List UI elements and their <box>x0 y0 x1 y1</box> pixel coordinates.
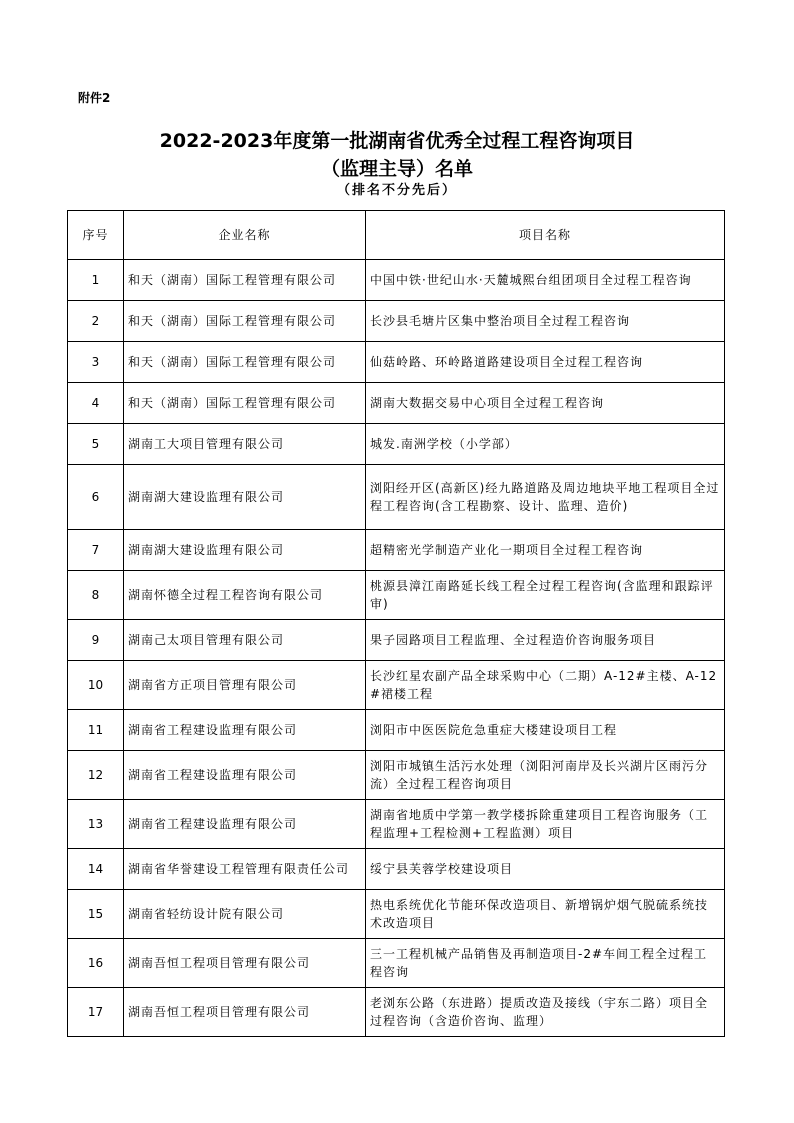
company-name: 湖南己太项目管理有限公司 <box>124 620 366 661</box>
company-name: 湖南工大项目管理有限公司 <box>124 424 366 465</box>
header-project-name: 项目名称 <box>366 211 725 260</box>
table-row <box>68 988 725 1037</box>
row-number: 7 <box>68 530 124 571</box>
header-serial-number: 序号 <box>68 211 124 260</box>
company-name: 和天（湖南）国际工程管理有限公司 <box>124 342 366 383</box>
table-row <box>68 465 725 530</box>
table-row <box>68 530 725 571</box>
project-name: 城发.南洲学校（小学部） <box>366 424 725 465</box>
row-number: 5 <box>68 424 124 465</box>
project-name: 湖南省地质中学第一教学楼拆除重建项目工程咨询服务（工程监理+工程检测+工程监测）项目 <box>366 800 725 849</box>
project-name: 老浏东公路（东进路）提质改造及接线（宇东二路）项目全过程咨询（含造价咨询、监理） <box>366 988 725 1037</box>
row-number: 8 <box>68 571 124 620</box>
project-name: 长沙县毛塘片区集中整治项目全过程工程咨询 <box>366 301 725 342</box>
table-row <box>68 571 725 620</box>
document-title-line1: 2022-2023年度第一批湖南省优秀全过程工程咨询项目 <box>159 130 635 152</box>
table-row <box>68 424 725 465</box>
company-name: 湖南湖大建设监理有限公司 <box>124 465 366 530</box>
company-name: 湖南吾恒工程项目管理有限公司 <box>124 939 366 988</box>
header-company-name: 企业名称 <box>124 211 366 260</box>
row-number: 4 <box>68 383 124 424</box>
project-name: 绥宁县芙蓉学校建设项目 <box>366 849 725 890</box>
project-name: 浏阳经开区(高新区)经九路道路及周边地块平地工程项目全过程工程咨询(含工程勘察、设计、监理、造价) <box>366 465 725 530</box>
attachment-label: 附件2 <box>78 91 111 105</box>
table-row <box>68 800 725 849</box>
project-name: 湖南大数据交易中心项目全过程工程咨询 <box>366 383 725 424</box>
row-number: 17 <box>68 988 124 1037</box>
company-name: 和天（湖南）国际工程管理有限公司 <box>124 301 366 342</box>
table-row <box>68 849 725 890</box>
company-name: 湖南省工程建设监理有限公司 <box>124 800 366 849</box>
row-number: 16 <box>68 939 124 988</box>
company-name: 湖南怀德全过程工程咨询有限公司 <box>124 571 366 620</box>
project-name: 三一工程机械产品销售及再制造项目-2#车间工程全过程工程咨询 <box>366 939 725 988</box>
table-row <box>68 342 725 383</box>
company-name: 湖南省轻纺设计院有限公司 <box>124 890 366 939</box>
project-name: 长沙红星农副产品全球采购中心（二期）A-12#主楼、A-12#裙楼工程 <box>366 661 725 710</box>
table-row <box>68 751 725 800</box>
company-name: 湖南湖大建设监理有限公司 <box>124 530 366 571</box>
table-row <box>68 620 725 661</box>
company-name: 湖南省工程建设监理有限公司 <box>124 710 366 751</box>
company-name: 湖南省华誉建设工程管理有限责任公司 <box>124 849 366 890</box>
row-number: 11 <box>68 710 124 751</box>
project-name: 浏阳市中医医院危急重症大楼建设项目工程 <box>366 710 725 751</box>
project-name: 桃源县漳江南路延长线工程全过程工程咨询(含监理和跟踪评审) <box>366 571 725 620</box>
project-name: 中国中铁·世纪山水·天麓城熙台组团项目全过程工程咨询 <box>366 260 725 301</box>
document-title-line2: （监理主导）名单 <box>320 158 473 180</box>
project-name: 超精密光学制造产业化一期项目全过程工程咨询 <box>366 530 725 571</box>
row-number: 9 <box>68 620 124 661</box>
company-name: 湖南省方正项目管理有限公司 <box>124 661 366 710</box>
row-number: 6 <box>68 465 124 530</box>
table-row <box>68 260 725 301</box>
company-name: 湖南吾恒工程项目管理有限公司 <box>124 988 366 1037</box>
table-row <box>68 661 725 710</box>
row-number: 13 <box>68 800 124 849</box>
table-row <box>68 890 725 939</box>
project-name: 果子园路项目工程监理、全过程造价咨询服务项目 <box>366 620 725 661</box>
company-name: 和天（湖南）国际工程管理有限公司 <box>124 383 366 424</box>
table-row <box>68 710 725 751</box>
project-name: 仙菇岭路、环岭路道路建设项目全过程工程咨询 <box>366 342 725 383</box>
row-number: 15 <box>68 890 124 939</box>
company-name: 和天（湖南）国际工程管理有限公司 <box>124 260 366 301</box>
table-row <box>68 939 725 988</box>
project-list-table <box>67 210 725 1037</box>
company-name: 湖南省工程建设监理有限公司 <box>124 751 366 800</box>
table-row <box>68 383 725 424</box>
table-row <box>68 301 725 342</box>
row-number: 10 <box>68 661 124 710</box>
document-subtitle: （排名不分先后） <box>336 183 457 198</box>
row-number: 2 <box>68 301 124 342</box>
project-name: 浏阳市城镇生活污水处理（浏阳河南岸及长兴湖片区雨污分流）全过程工程咨询项目 <box>366 751 725 800</box>
project-name: 热电系统优化节能环保改造项目、新增锅炉烟气脱硫系统技术改造项目 <box>366 890 725 939</box>
table-header-row <box>68 211 725 260</box>
row-number: 1 <box>68 260 124 301</box>
row-number: 14 <box>68 849 124 890</box>
row-number: 3 <box>68 342 124 383</box>
row-number: 12 <box>68 751 124 800</box>
